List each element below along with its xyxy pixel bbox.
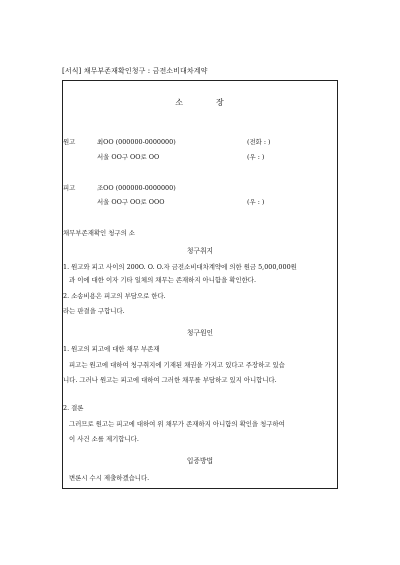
cause-item-1-line-1: 피고는 원고에 대하여 청구취지에 기재된 채권을 가지고 있다고 주장하고 있습: [69, 361, 285, 369]
cause-item-2-line-1: 그러므로 원고는 피고에 대하여 위 채무가 존재하지 아니함의 확인을 청구하여: [69, 420, 285, 428]
title-char-2: 장: [216, 98, 225, 107]
form-label: [서식] 채무부존재확인청구 : 금전소비대차계약: [62, 67, 208, 75]
plaintiff-postal: (우 : ): [247, 153, 265, 161]
claim-item-2: 2. 소송비용은 피고의 부담으로 한다.: [63, 292, 166, 300]
defendant-address: 서울 OO구 OO로 OOO: [97, 198, 165, 206]
plaintiff-address: 서울 OO구 OO로 OO: [97, 153, 160, 161]
cause-item-1-title: 1. 원고의 피고에 대한 채무 부존재: [63, 345, 160, 353]
evidence-line: 변론시 수시 제출하겠습니다.: [69, 474, 150, 482]
plaintiff-role: 원고: [63, 138, 76, 146]
cause-item-2-line-2: 이 사건 소를 제기합니다.: [69, 435, 139, 443]
plaintiff-name-id: 최OO (000000-0000000): [97, 138, 176, 146]
cause-item-2-title: 2. 결론: [63, 404, 84, 412]
cause-item-1-line-2: 니다. 그러나 원고는 피고에 대하여 그러한 채무를 부담하고 있지 아니합니다.: [63, 376, 277, 384]
case-name: 채무부존재확인 청구의 소: [63, 229, 135, 237]
claim-closing: 라는 판결을 구합니다.: [63, 307, 125, 315]
defendant-name-id: 조OO (000000-0000000): [97, 184, 176, 192]
claim-item-1-line-2: 과 이에 대한 이자 기타 일체의 채무는 존재하지 아니함을 확인한다.: [69, 276, 256, 284]
defendant-role: 피고: [63, 184, 76, 192]
claim-heading: 청구취지: [186, 247, 214, 255]
complaint-document: [62, 80, 338, 489]
cause-heading: 청구원인: [186, 329, 214, 337]
claim-item-1-line-1: 1. 원고와 피고 사이의 200O. O. O.자 금전소비대차계약에 의한 원금 5,000,000원: [63, 263, 297, 271]
plaintiff-phone: (전화 : ): [247, 138, 271, 146]
defendant-postal: (우 : ): [247, 198, 265, 206]
title-char-1: 소: [175, 98, 184, 107]
document-title: [63, 99, 337, 107]
evidence-heading: 입증방법: [186, 457, 214, 465]
